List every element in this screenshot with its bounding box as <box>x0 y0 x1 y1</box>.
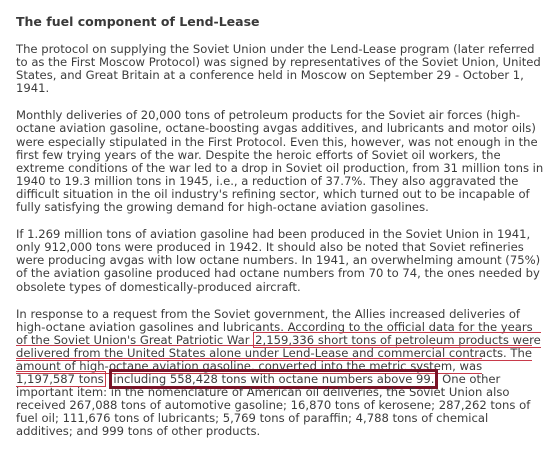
paragraph-text: In response to a request from the Soviet government, the Allies increased deliveries of high-octane aviation gasolines and lubricants. According to the official data for the years of the Soviet Union's Great Patriotic War <box>16 306 533 347</box>
paragraph-protocol: The protocol on supplying the Soviet Union under the Lend-Lease program (later referred to as the First Moscow Protocol) was signed by representatives of the Soviet Union, United States, and Great Britain at a conference held in Moscow on September 29 - October 1, 1941. <box>16 42 541 96</box>
article-title: The fuel component of Lend-Lease <box>16 14 260 29</box>
highlight-octane-above-99: including 558,428 tons with octane numbers above 99. <box>109 369 438 389</box>
paragraph-allied-deliveries <box>16 308 544 439</box>
paragraph-monthly-deliveries: Monthly deliveries of 20,000 tons of petroleum products for the Soviet air forces (high-octane aviation gasoline, octane-boosting avgas additives, and lubricants and motor oils) were especially stipulated in the First Protocol. Even this, however, was not enough in the first few trying years of the war. Despite the heroic efforts of Soviet oil workers, the extreme conditions of the war led to a drop in Soviet oil production, from 31 million tons in 1940 to 19.3 million tons in 1945, i.e., a reduction of 37.7%. They also aggravated the difficult situation in the oil industry's refining sector, which turned out to be incapable of fully satisfying the growing demand for high-octane aviation gasolines. <box>16 108 544 215</box>
highlight-petroleum-totals: 2,159,336 short tons of petroleum products were delivered from the United States alone under Lend-Lease and commercial contracts. The amount of high-octane aviation gasoline, converted into the metric system, was 1,197,587 tons <box>16 332 541 387</box>
paragraph-aviation-gasoline: If 1.269 million tons of aviation gasoline had been produced in the Soviet Union in 1941, only 912,000 tons were produced in 1942. It should also be noted that Soviet refineries were producing avgas with low octane numbers. In 1941, an overwhelming amount (75%) of the aviation gasoline produced had octane numbers from 70 to 74, the ones needed by obsolete types of domestically-produced aircraft. <box>16 227 541 294</box>
article <box>16 14 544 453</box>
paragraph-text: One other important item: in the nomenclature of American oil deliveries, the Soviet Union also received 267,088 tons of automotive gasoline; 16,870 tons of kerosene; 287,262 tons of fuel oil; 111,676 tons of lubricants; 5,769 tons of paraffin; 4,788 tons of chemical additives; and 999 tons of other products. <box>16 372 531 439</box>
